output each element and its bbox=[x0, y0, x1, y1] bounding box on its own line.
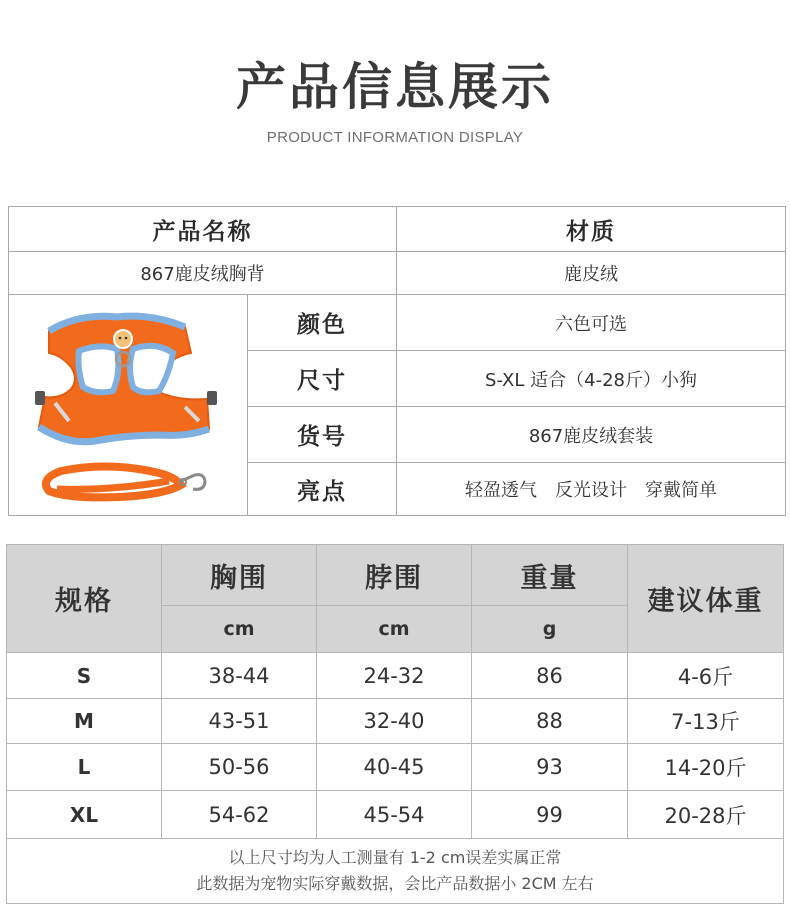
table-cell-neck: 45-54 bbox=[316, 790, 472, 839]
item-number-value: 867鹿皮绒套装 bbox=[396, 406, 786, 463]
table-cell-recommended-weight: 14-20斤 bbox=[627, 743, 784, 791]
product-image bbox=[8, 294, 248, 516]
color-value: 六色可选 bbox=[396, 294, 786, 351]
table-cell-neck: 40-45 bbox=[316, 743, 472, 791]
table-cell-weight: 99 bbox=[471, 790, 628, 839]
table-cell-chest: 54-62 bbox=[161, 790, 317, 839]
neck-header: 脖围 bbox=[316, 544, 472, 606]
color-label: 颜色 bbox=[247, 294, 397, 351]
table-row-size: XL bbox=[6, 790, 162, 839]
item-number-label: 货号 bbox=[247, 406, 397, 463]
table-cell-recommended-weight: 20-28斤 bbox=[627, 790, 784, 839]
material-value: 鹿皮绒 bbox=[396, 251, 786, 295]
table-row-size: S bbox=[6, 652, 162, 699]
note-line: 此数据为宠物实际穿戴数据，会比产品数据小 2CM 左右 bbox=[196, 874, 594, 893]
page-title: 产品信息展示 bbox=[236, 58, 554, 116]
table-cell-neck: 32-40 bbox=[316, 698, 472, 744]
chest-header: 胸围 bbox=[161, 544, 317, 606]
table-row-size: L bbox=[6, 743, 162, 791]
table-cell-weight: 86 bbox=[471, 652, 628, 699]
table-cell-recommended-weight: 7-13斤 bbox=[627, 698, 784, 744]
harness-opening-left bbox=[79, 346, 119, 392]
dog-badge-icon bbox=[114, 330, 132, 348]
size-spec-table bbox=[6, 544, 784, 910]
table-cell-chest: 38-44 bbox=[161, 652, 317, 699]
table-cell-weight: 88 bbox=[471, 698, 628, 744]
highlight-item: 轻盈透气 bbox=[465, 480, 537, 501]
spec-header: 规格 bbox=[6, 544, 162, 653]
highlight-label: 亮点 bbox=[247, 462, 397, 516]
harness-leash-illustration bbox=[9, 295, 247, 515]
material-header: 材质 bbox=[396, 206, 786, 252]
size-label: 尺寸 bbox=[247, 350, 397, 407]
harness-opening-right bbox=[130, 346, 173, 393]
table-cell-chest: 50-56 bbox=[161, 743, 317, 791]
table-cell-chest: 43-51 bbox=[161, 698, 317, 744]
product-name-header: 产品名称 bbox=[8, 206, 397, 252]
page-subtitle: PRODUCT INFORMATION DISPLAY bbox=[266, 129, 524, 146]
weight-header: 重量 bbox=[471, 544, 628, 606]
recommended-weight-header: 建议体重 bbox=[627, 544, 784, 653]
highlight-item: 反光设计 bbox=[555, 480, 627, 501]
buckle-right-icon bbox=[207, 391, 217, 405]
table-cell-neck: 24-32 bbox=[316, 652, 472, 699]
product-name-value: 867鹿皮绒胸背 bbox=[8, 251, 397, 295]
highlight-value bbox=[396, 462, 786, 516]
size-value: S-XL 适合（4-28斤）小狗 bbox=[396, 350, 786, 407]
table-row-size: M bbox=[6, 698, 162, 744]
highlight-item: 穿戴简单 bbox=[645, 480, 717, 501]
buckle-left-icon bbox=[35, 391, 45, 405]
table-cell-weight: 93 bbox=[471, 743, 628, 791]
neck-unit: cm bbox=[316, 605, 472, 653]
measurement-notes bbox=[6, 838, 784, 904]
weight-unit: g bbox=[471, 605, 628, 653]
note-line: 以上尺寸均为人工测量有 1-2 cm误差实属正常 bbox=[228, 848, 562, 867]
chest-unit: cm bbox=[161, 605, 317, 653]
table-cell-recommended-weight: 4-6斤 bbox=[627, 652, 784, 699]
product-info-table bbox=[8, 206, 786, 516]
